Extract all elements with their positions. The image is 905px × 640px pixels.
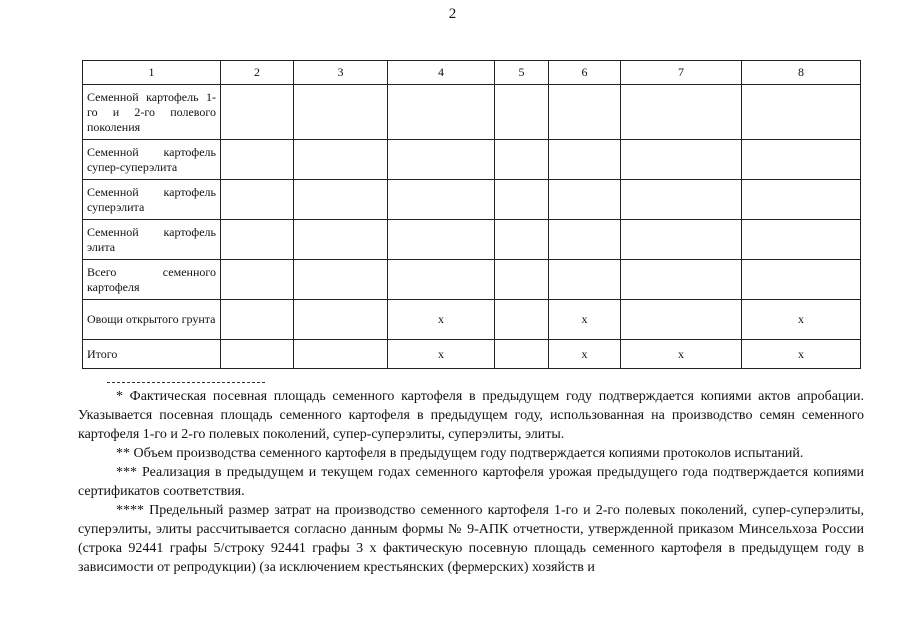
table-cell <box>549 260 621 300</box>
table-cell <box>549 140 621 180</box>
table-cell: x <box>549 340 621 369</box>
table-row <box>83 300 861 340</box>
table-cell <box>495 340 549 369</box>
table-row <box>83 260 861 300</box>
table-cell <box>388 140 495 180</box>
col-header-6: 6 <box>549 61 621 85</box>
table-cell <box>388 260 495 300</box>
row-label: Семенной картофель суперэлита <box>83 180 221 220</box>
table-cell: x <box>549 300 621 340</box>
row-label: Семенной картофель супер-суперэлита <box>83 140 221 180</box>
row-label: Овощи открытого грунта <box>83 300 221 340</box>
table-cell <box>294 260 388 300</box>
table-row <box>83 140 861 180</box>
table-cell <box>495 260 549 300</box>
table-cell <box>221 140 294 180</box>
footnote-3: *** Реализация в предыдущем и текущем годах семенного картофеля урожая предыдущего года подтверждается копиями сертификатов соответствия. <box>78 465 864 499</box>
col-header-2: 2 <box>221 61 294 85</box>
table-cell <box>742 260 861 300</box>
data-table <box>82 60 861 369</box>
page-number: 2 <box>448 6 457 22</box>
table-cell <box>495 180 549 220</box>
col-header-8: 8 <box>742 61 861 85</box>
header-row <box>83 61 861 85</box>
col-header-7: 7 <box>621 61 742 85</box>
table-cell <box>221 260 294 300</box>
table-cell <box>742 220 861 260</box>
table-cell <box>294 140 388 180</box>
row-label: Семенной картофель 1-го и 2-го полевого поколения <box>83 85 221 140</box>
row-label: Итого <box>83 340 221 369</box>
table-cell <box>388 180 495 220</box>
table-row <box>83 340 861 369</box>
table-cell <box>621 180 742 220</box>
table-cell <box>621 85 742 140</box>
table-cell <box>495 85 549 140</box>
table-cell <box>495 140 549 180</box>
table-cell <box>221 180 294 220</box>
table-cell: x <box>388 300 495 340</box>
col-header-3: 3 <box>294 61 388 85</box>
table-cell: x <box>388 340 495 369</box>
col-header-1: 1 <box>83 61 221 85</box>
table-cell <box>221 300 294 340</box>
table-cell <box>388 85 495 140</box>
footnotes <box>78 387 864 577</box>
table-cell: x <box>621 340 742 369</box>
table-cell <box>294 85 388 140</box>
table-cell <box>294 340 388 369</box>
footnote-2: ** Объем производства семенного картофеля в предыдущем году подтверждается копиями протоколов испытаний. <box>116 446 804 461</box>
table-cell <box>742 180 861 220</box>
table-cell <box>621 220 742 260</box>
table-cell <box>621 140 742 180</box>
table-cell <box>549 85 621 140</box>
table-row <box>83 220 861 260</box>
table-cell <box>621 300 742 340</box>
table-cell <box>294 300 388 340</box>
table-cell <box>621 260 742 300</box>
table-cell: x <box>742 340 861 369</box>
row-label: Семенной картофель элита <box>83 220 221 260</box>
table-cell <box>495 300 549 340</box>
table-cell <box>742 140 861 180</box>
table-cell <box>221 85 294 140</box>
row-label: Всего семенного картофеля <box>83 260 221 300</box>
table-cell <box>742 85 861 140</box>
table-cell: x <box>742 300 861 340</box>
table-cell <box>294 220 388 260</box>
footnote-4: **** Предельный размер затрат на производство семенного картофеля 1-го и 2-го полевых поколений, супер-суперэлиты, суперэлиты, элиты рассчитывается согласно данным формы № 9-АПК отчетности, утвержденной приказом Минсельхоза России (строка 92441 графы 5/строку 92441 графы 3 х фактическую посевную площадь семенного картофеля в предыдущем году в зависимости от репродукции) (за исключением крестьянских (фермерских) хозяйств и <box>78 503 864 575</box>
table-row <box>83 180 861 220</box>
table-cell <box>549 180 621 220</box>
col-header-5: 5 <box>495 61 549 85</box>
table-cell <box>495 220 549 260</box>
table-cell <box>221 340 294 369</box>
table-cell <box>294 180 388 220</box>
table-row <box>83 85 861 140</box>
col-header-4: 4 <box>388 61 495 85</box>
table-cell <box>221 220 294 260</box>
table-cell <box>549 220 621 260</box>
table-cell <box>388 220 495 260</box>
footnote-separator <box>107 382 265 383</box>
footnote-1: * Фактическая посевная площадь семенного картофеля в предыдущем году подтверждается копиями актов апробации. Указывается посевная площадь семенного картофеля в предыдущем году, использованная на производство семян семенного картофеля 1-го и 2-го полевых поколений, супер-суперэлиты, суперэлиты, элиты. <box>78 389 864 442</box>
